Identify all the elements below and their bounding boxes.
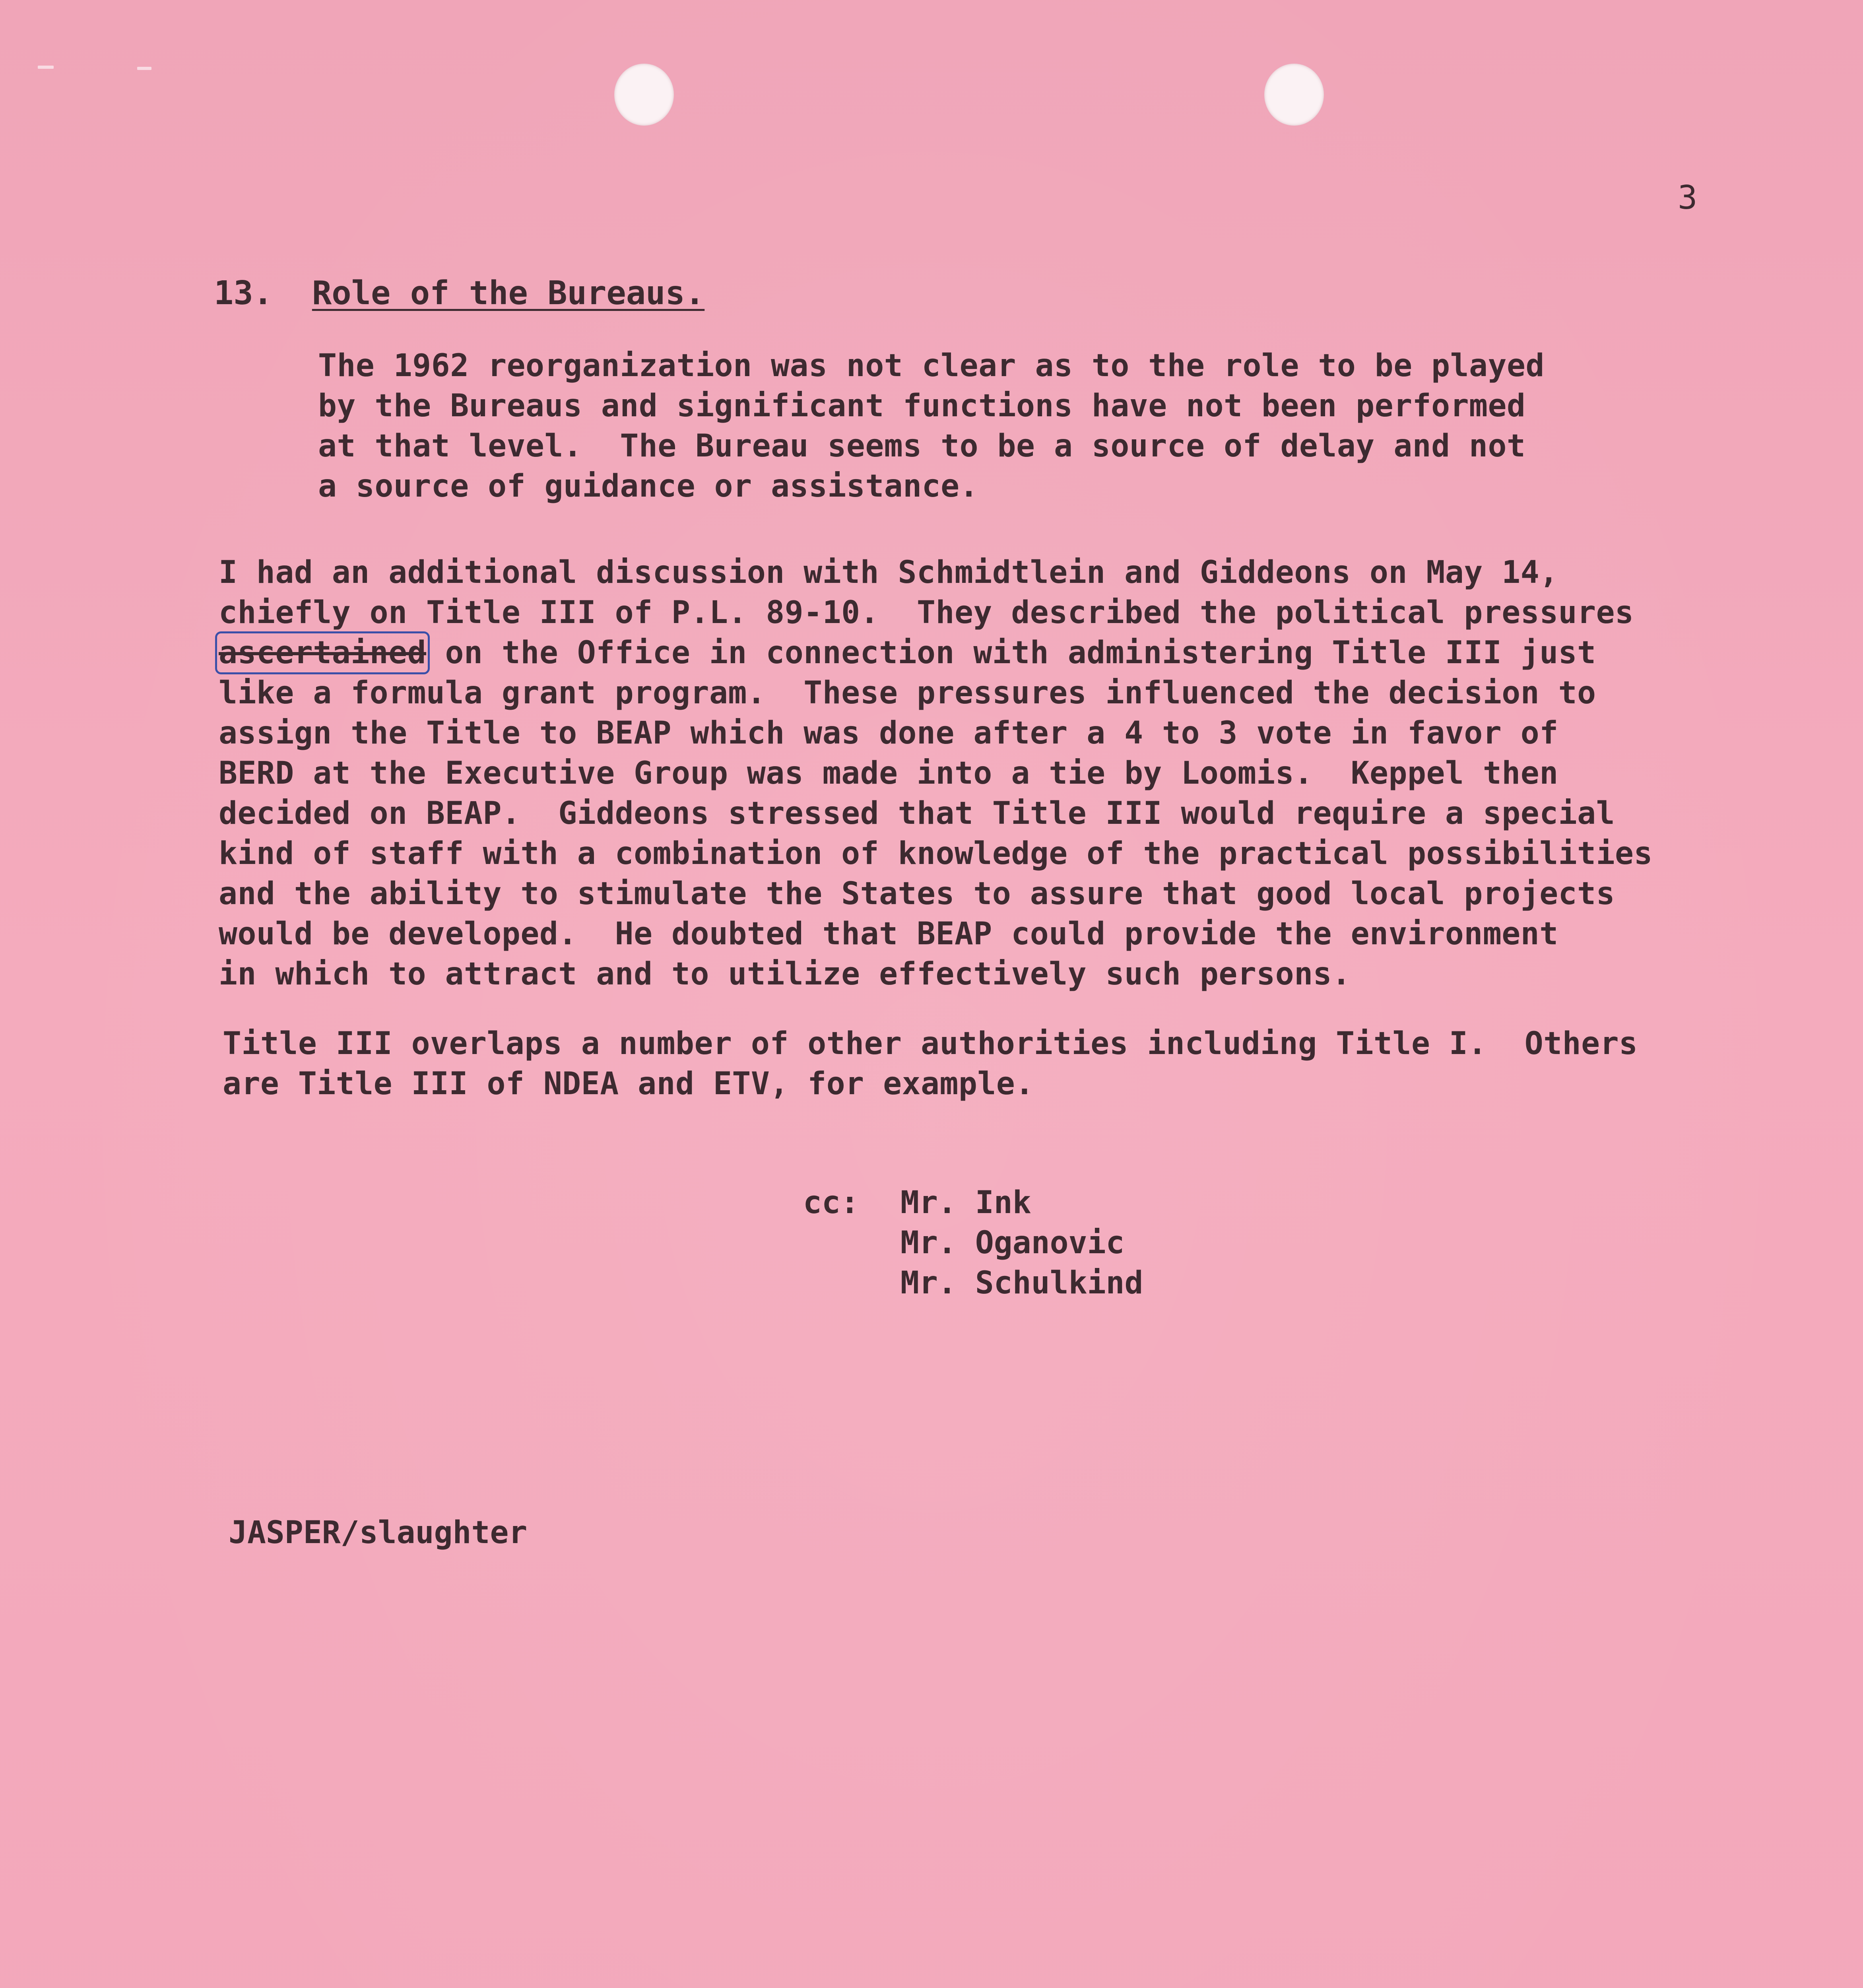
paper-speck — [137, 67, 151, 70]
section-title: Role of the Bureaus. — [312, 274, 705, 312]
paper-speck — [38, 66, 54, 69]
punch-hole-left — [614, 64, 674, 126]
paragraph-title-iii-overlap: Title III overlaps a number of other authorities including Title I. Others are Title III of NDEA and ETV, for example. — [223, 1026, 1638, 1102]
struck-out-word: ascertained — [219, 635, 427, 671]
typist-initials: JASPER/slaughter — [229, 1515, 528, 1551]
paragraph-bureau-role: The 1962 reorganization was not clear as to the role to be played by the Bureaus and significant functions have not been performed at that level. The Bureau seems to be a source of delay and not a source of guidance or assistance. — [318, 348, 1545, 504]
cc-recipients: Mr. Ink Mr. Oganovic Mr. Schulkind — [900, 1185, 1143, 1301]
punch-hole-right — [1264, 64, 1324, 126]
section-heading — [214, 274, 704, 312]
discussion-body: like a formula grant program. These pressures influenced the decision to assign the Title to BEAP which was done after a 4 to 3 vote in favor of BERD at the Executive Group was made into a tie by Loomis. Keppel then decided on BEAP. Giddeons stressed that Title III would require a special kind of staff with a combination of knowledge of the practical possibilities and the ability to stimulate the States to assure that good local projects would be developed. He doubted that BEAP could provide the environment in which to attract and to utilize effectively such persons. — [219, 675, 1653, 992]
cc-label: cc: — [803, 1185, 859, 1221]
page-number: 3 — [1678, 179, 1698, 217]
paragraph-discussion — [219, 553, 1653, 994]
discussion-line: chiefly on Title III of P.L. 89-10. They described the political pressures — [219, 595, 1634, 631]
section-number: 13. — [214, 274, 273, 312]
discussion-line: on the Office in connection with administering Title III just — [426, 635, 1596, 671]
discussion-line: I had an additional discussion with Schmidtlein and Giddeons on May 14, — [219, 555, 1558, 590]
